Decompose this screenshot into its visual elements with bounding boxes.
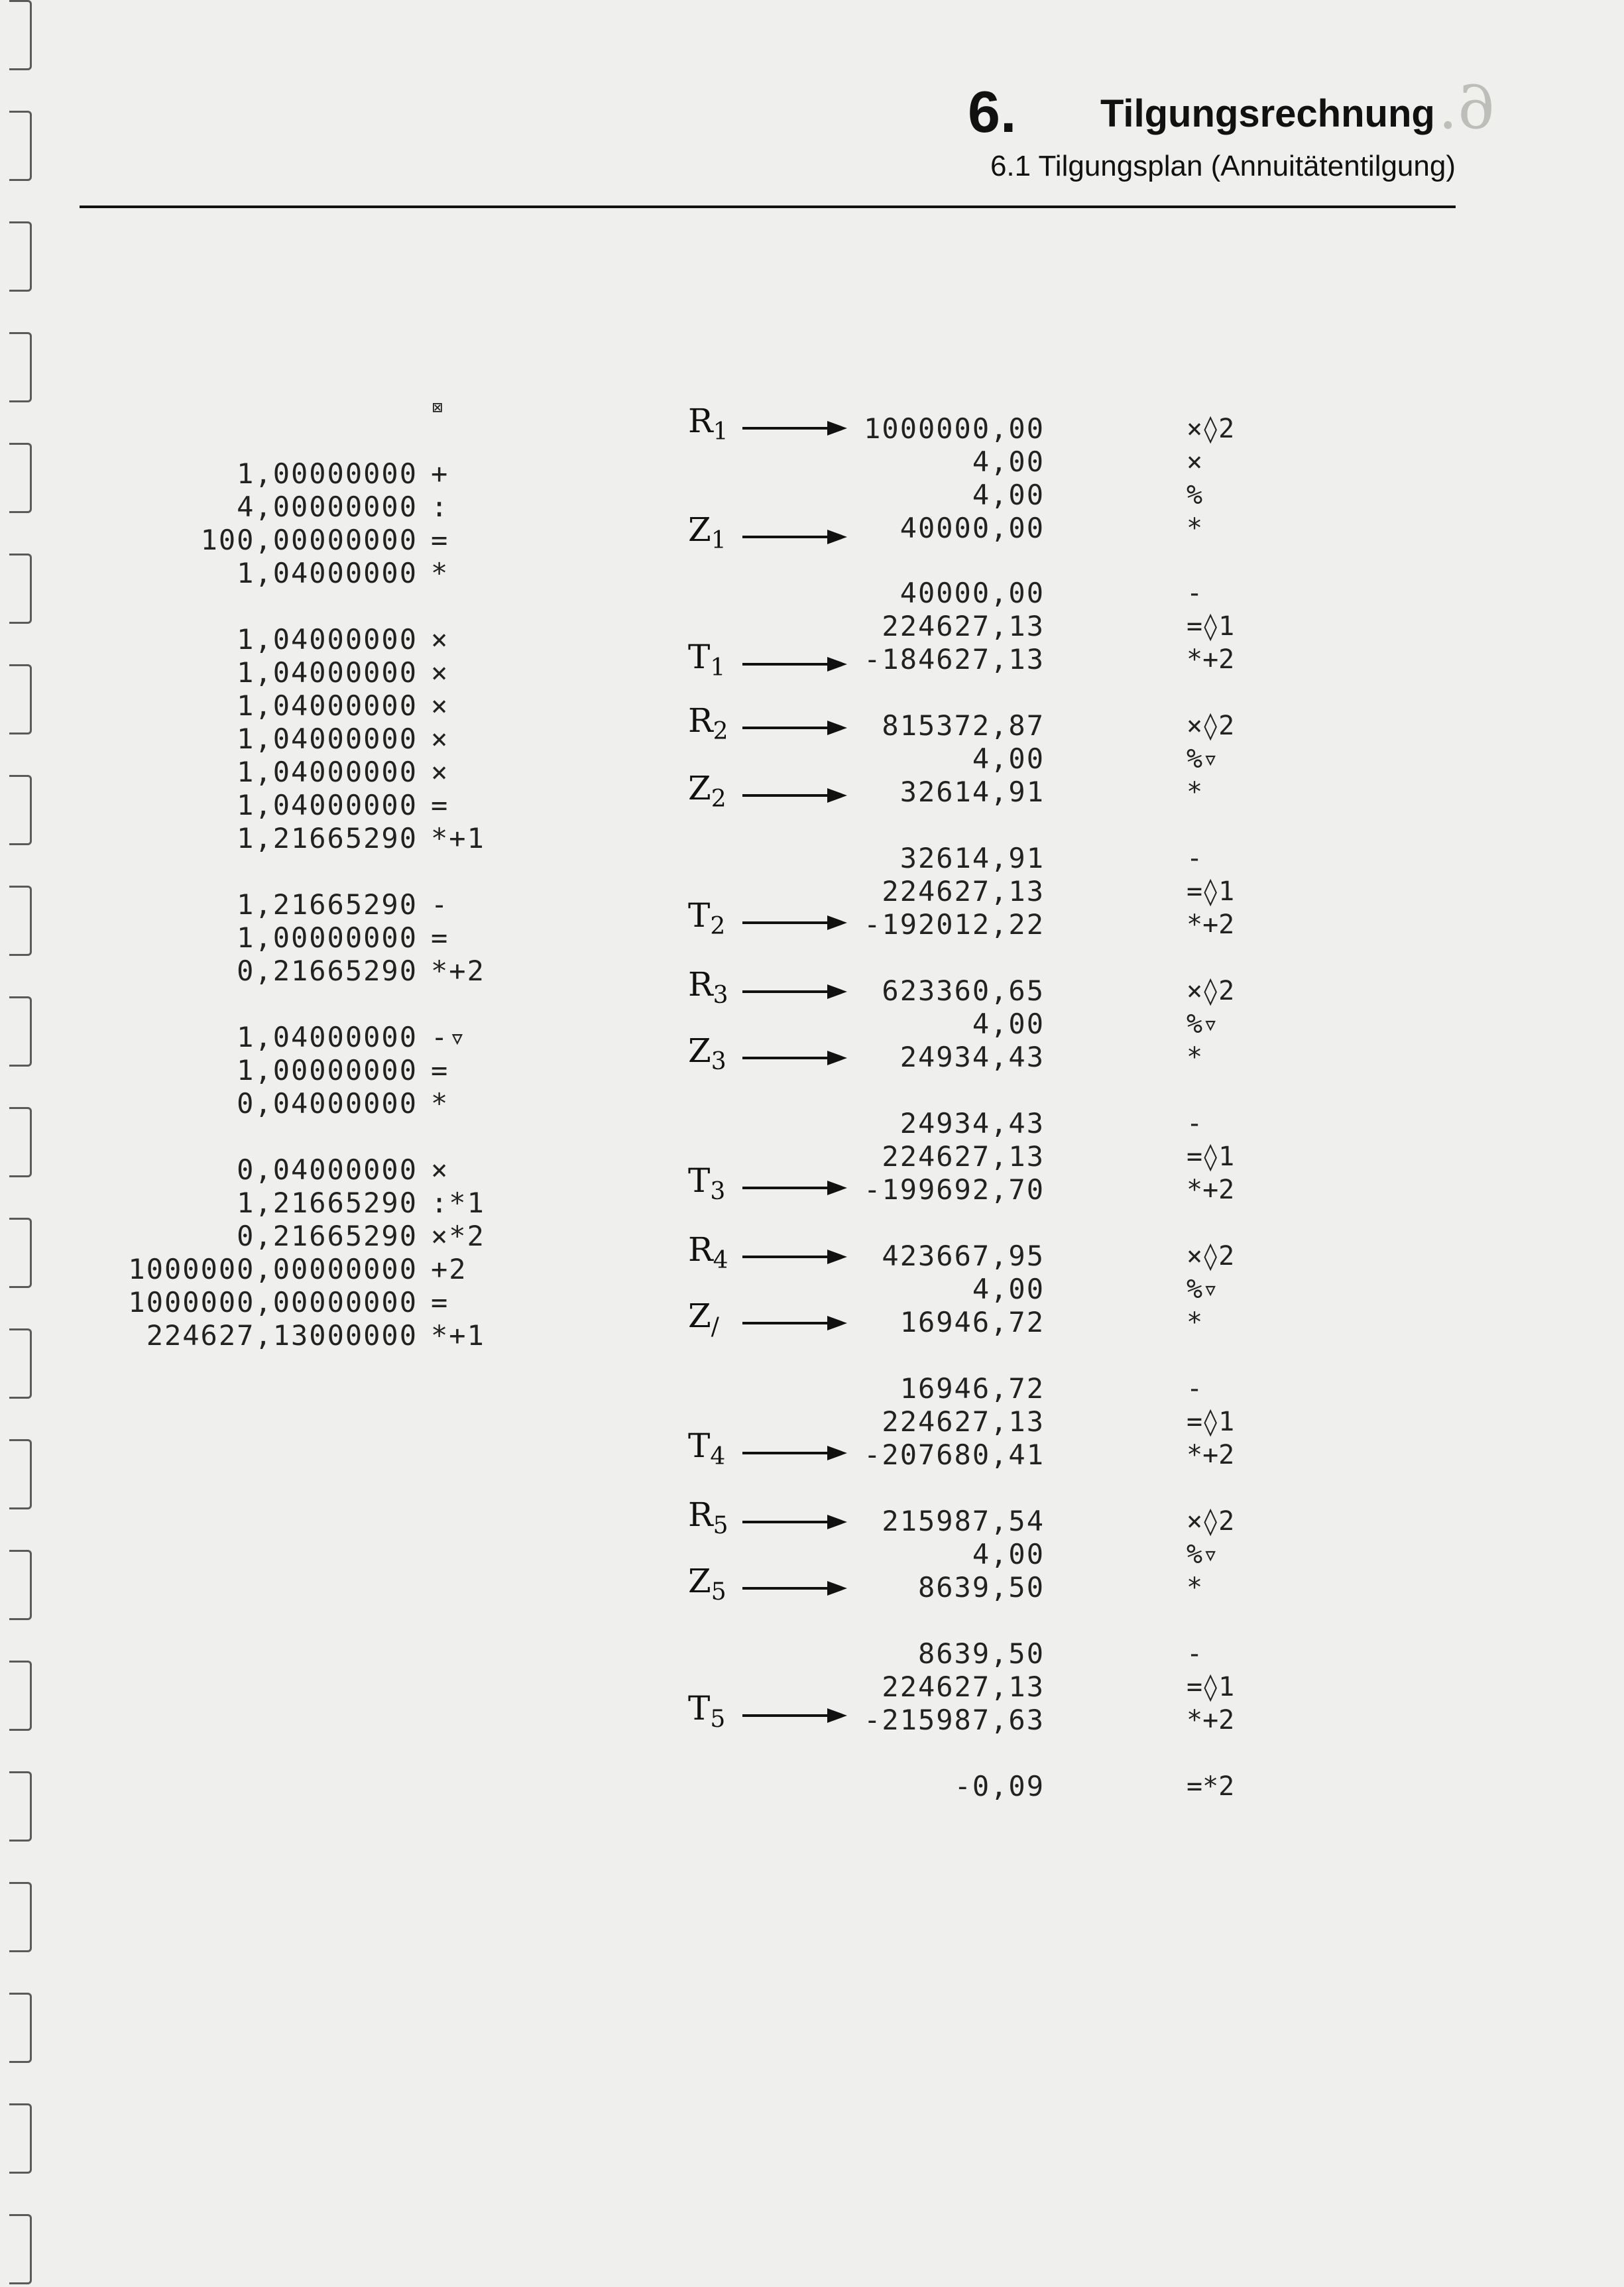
- left-calc-op: *+1: [431, 822, 485, 854]
- left-calc-row: [237, 1054, 491, 1087]
- left-calc-value: 1,00000000: [237, 457, 418, 490]
- left-calc-value: 0,04000000: [237, 1153, 418, 1186]
- right-calc-op: %▿: [1187, 1274, 1219, 1305]
- left-calc-row: [237, 491, 491, 524]
- label-subscript: 4: [713, 1247, 728, 1274]
- left-calc-value: 1,04000000: [237, 623, 418, 656]
- left-calc-row: [237, 1087, 491, 1120]
- left-calc-value: 1000000,00000000: [128, 1253, 418, 1285]
- punch-holes: [9, 0, 36, 2287]
- label-subscript: /: [711, 1313, 719, 1340]
- balance-label: [688, 1562, 726, 1606]
- label-subscript: 3: [710, 1178, 726, 1205]
- punch-hole: [9, 443, 32, 513]
- arrow-icon: [742, 1452, 843, 1454]
- left-calc-row: [237, 1187, 491, 1220]
- right-calc-op: =◊1: [1187, 1672, 1235, 1702]
- left-calc-op: =: [431, 524, 449, 556]
- right-calc-value: 815372,87: [882, 709, 1045, 742]
- punch-hole: [9, 886, 32, 956]
- arrow-icon: [742, 1057, 843, 1059]
- left-calc-value: 1,04000000: [237, 723, 418, 755]
- header-rule: [80, 205, 1456, 208]
- right-calc-op: -: [1187, 578, 1203, 609]
- right-calc-op: =◊1: [1187, 611, 1235, 642]
- right-calc-value: -192012,22: [864, 908, 1045, 941]
- balance-label: [688, 1427, 725, 1470]
- right-calc-op: *+2: [1187, 1175, 1235, 1205]
- right-calc-value: 224627,13: [882, 610, 1045, 642]
- punch-hole: [9, 221, 32, 292]
- left-calc-row: [237, 921, 491, 955]
- punch-hole: [9, 1439, 32, 1509]
- right-calc-value: 224627,13: [882, 1405, 1045, 1438]
- show-through-text: 6.: [1438, 73, 1495, 143]
- arrow-icon: [742, 1714, 843, 1717]
- punch-hole: [9, 111, 32, 181]
- punch-hole: [9, 554, 32, 624]
- left-calc-value: 1,00000000: [237, 921, 418, 954]
- right-calc-op: ×◊2: [1187, 1506, 1235, 1537]
- arrow-icon: [742, 663, 843, 666]
- left-calc-value: 1,04000000: [237, 557, 418, 589]
- right-calc-op: ×: [1187, 447, 1203, 477]
- left-calc-op: ×: [431, 656, 449, 689]
- right-calc-op: =◊1: [1187, 876, 1235, 907]
- right-calc-op: *: [1187, 1307, 1203, 1338]
- label-letter: R: [688, 1495, 713, 1534]
- balance-label: [688, 1495, 728, 1539]
- right-calc-value: -184627,13: [864, 643, 1045, 675]
- left-calc-op: =: [431, 921, 449, 954]
- right-calc-op: ×◊2: [1187, 976, 1235, 1006]
- right-calc-value: 16946,72: [899, 1372, 1045, 1405]
- right-calc-value: 8639,50: [917, 1571, 1045, 1604]
- left-calc-value: 0,04000000: [237, 1087, 418, 1120]
- label-letter: Z: [688, 1031, 711, 1070]
- punch-hole: [9, 664, 32, 734]
- balance-label: [688, 1689, 725, 1733]
- right-calc-op: -: [1187, 1639, 1203, 1669]
- right-calc-op: *+2: [1187, 1440, 1235, 1470]
- left-calc-row: [237, 656, 491, 689]
- punch-hole: [9, 1328, 32, 1399]
- label-letter: T: [688, 1689, 711, 1728]
- punch-hole: [9, 1107, 32, 1177]
- left-calc-op: ×: [431, 689, 449, 722]
- left-calc-op: ×: [431, 723, 449, 755]
- left-calc-op: *: [431, 557, 449, 589]
- left-calc-row: [237, 955, 491, 988]
- label-subscript: 5: [710, 1706, 726, 1733]
- balance-label: [688, 1297, 719, 1340]
- left-calc-op: *+2: [431, 955, 485, 987]
- section-subtitle: 6.1 Tilgungsplan (Annuitätentilgung): [990, 150, 1456, 182]
- left-calc-value: 4,00000000: [237, 491, 418, 523]
- arrow-icon: [742, 1587, 843, 1590]
- left-calc-op: ×*2: [431, 1220, 485, 1252]
- right-calc-op: *: [1187, 513, 1203, 544]
- right-calc-op: %▿: [1187, 744, 1219, 774]
- left-calc-row: [237, 756, 491, 789]
- left-calc-value: 1,04000000: [237, 789, 418, 821]
- right-calc-value: -215987,63: [864, 1704, 1045, 1736]
- punch-hole: [9, 1771, 32, 1842]
- right-calc-value: 40000,00: [899, 512, 1045, 544]
- label-subscript: 5: [713, 1512, 728, 1539]
- right-calc-value: 32614,91: [899, 842, 1045, 874]
- right-calc-op: *+2: [1187, 1705, 1235, 1735]
- balance-label: [688, 1161, 725, 1205]
- right-calc-op: =◊1: [1187, 1142, 1235, 1172]
- arrow-icon: [742, 727, 843, 729]
- label-subscript: 4: [710, 1443, 726, 1470]
- right-calc-value: 16946,72: [899, 1306, 1045, 1338]
- left-calc-op: ×: [431, 756, 449, 788]
- right-calc-op: *: [1187, 1572, 1203, 1603]
- left-calc-op: *+1: [431, 1319, 485, 1352]
- label-letter: Z: [688, 1297, 711, 1335]
- clear-marker: ⊠: [432, 398, 443, 418]
- right-calc-op: -: [1187, 843, 1203, 874]
- arrow-icon: [742, 1187, 843, 1189]
- label-subscript: 2: [711, 786, 726, 813]
- label-subscript: 5: [711, 1578, 726, 1606]
- label-subscript: 1: [711, 527, 726, 554]
- label-letter: T: [688, 638, 711, 676]
- right-calc-op: =*2: [1187, 1771, 1235, 1802]
- balance-label: [688, 1031, 726, 1075]
- right-calc-op: -: [1187, 1108, 1203, 1139]
- punch-hole: [9, 1550, 32, 1620]
- right-calc-op: %▿: [1187, 1539, 1219, 1570]
- left-calc-value: 1000000,00000000: [128, 1286, 418, 1319]
- right-calc-op: %▿: [1187, 1009, 1219, 1039]
- chapter-title: Tilgungsrechnung: [1100, 92, 1435, 135]
- left-calc-value: 1,21665290: [237, 1187, 418, 1219]
- punch-hole: [9, 1661, 32, 1731]
- left-calc-row: [146, 1319, 491, 1352]
- balance-label: [688, 896, 725, 940]
- label-letter: R: [688, 1230, 713, 1269]
- label-letter: Z: [688, 769, 711, 807]
- punch-hole: [9, 1218, 32, 1288]
- left-calc-value: 1,04000000: [237, 756, 418, 788]
- left-calc-value: 1,04000000: [237, 689, 418, 722]
- punch-hole: [9, 1882, 32, 1952]
- right-calc-value: 623360,65: [882, 974, 1045, 1007]
- right-calc-op: %: [1187, 480, 1203, 510]
- arrow-icon: [742, 1322, 843, 1324]
- right-calc-value: 423667,95: [882, 1240, 1045, 1272]
- left-calc-row: [237, 457, 491, 491]
- arrow-icon: [742, 1521, 843, 1523]
- label-letter: Z: [688, 1562, 711, 1600]
- punch-hole: [9, 1993, 32, 2063]
- right-calc-value: 4,00: [972, 742, 1045, 775]
- left-calc-op: :*1: [431, 1187, 485, 1219]
- punch-hole: [9, 2103, 32, 2174]
- left-calc-value: 1,04000000: [237, 1021, 418, 1053]
- left-calc-row: [237, 723, 491, 756]
- left-calc-op: +2: [431, 1253, 467, 1285]
- left-calc-op: *: [431, 1087, 449, 1120]
- balance-label: [688, 965, 728, 1009]
- label-subscript: 3: [711, 1048, 726, 1075]
- right-calc-value: 40000,00: [899, 577, 1045, 609]
- label-subscript: 1: [713, 418, 728, 445]
- right-calc-value: 24934,43: [899, 1041, 1045, 1073]
- right-calc-value: 224627,13: [882, 875, 1045, 908]
- left-calc-row: [237, 1021, 491, 1054]
- left-calc-value: 1,04000000: [237, 656, 418, 689]
- left-calc-op: -: [431, 888, 449, 921]
- left-calc-op: =: [431, 1054, 449, 1086]
- label-subscript: 1: [710, 654, 726, 681]
- left-calc-row: [237, 1220, 491, 1253]
- right-calc-value: 224627,13: [882, 1140, 1045, 1173]
- right-calc-op: ×◊2: [1187, 414, 1235, 444]
- punch-hole: [9, 332, 32, 402]
- right-calc-value: 32614,91: [899, 776, 1045, 808]
- left-calc-op: ×: [431, 623, 449, 656]
- label-letter: Z: [688, 510, 711, 549]
- left-calc-op: :: [431, 491, 449, 523]
- arrow-icon: [742, 536, 843, 538]
- punch-hole: [9, 2214, 32, 2284]
- left-calc-row: [128, 1253, 491, 1286]
- label-letter: T: [688, 1427, 711, 1465]
- left-calc-op: =: [431, 1286, 449, 1319]
- punch-hole: [9, 0, 32, 70]
- left-calc-value: 1,21665290: [237, 888, 418, 921]
- left-calc-row: [237, 888, 491, 921]
- left-calc-row: [237, 557, 491, 590]
- arrow-icon: [742, 990, 843, 993]
- left-calc-value: 1,00000000: [237, 1054, 418, 1086]
- left-calc-op: =: [431, 789, 449, 821]
- left-calc-row: [128, 1286, 491, 1319]
- left-calc-op: +: [431, 457, 449, 490]
- label-subscript: 2: [713, 718, 728, 745]
- label-subscript: 3: [713, 982, 728, 1009]
- arrow-icon: [742, 427, 843, 430]
- balance-label: [688, 1230, 728, 1274]
- left-calc-value: 1,21665290: [237, 822, 418, 854]
- left-calc-op: ×: [431, 1153, 449, 1186]
- right-calc-value: -207680,41: [864, 1438, 1045, 1471]
- right-calc-value: 8639,50: [917, 1637, 1045, 1670]
- label-letter: R: [688, 701, 713, 740]
- right-calc-op: *+2: [1187, 644, 1235, 675]
- right-calc-op: ×◊2: [1187, 1241, 1235, 1271]
- left-calc-row: [201, 524, 491, 557]
- label-subscript: 2: [710, 913, 726, 940]
- right-calc-op: *: [1187, 1042, 1203, 1073]
- label-letter: R: [688, 402, 713, 440]
- right-calc-value: 215987,54: [882, 1505, 1045, 1537]
- left-calc-row: [237, 822, 491, 855]
- right-calc-op: =◊1: [1187, 1407, 1235, 1437]
- left-calc-row: [237, 789, 491, 822]
- left-calc-row: [237, 689, 491, 723]
- label-letter: T: [688, 1161, 711, 1200]
- right-calc-op: ×◊2: [1187, 711, 1235, 741]
- left-calc-value: 100,00000000: [200, 524, 418, 556]
- chapter-number: 6.: [968, 79, 1017, 145]
- balance-label: [688, 769, 726, 813]
- balance-label: [688, 402, 728, 445]
- left-calc-op: -▿: [431, 1021, 467, 1053]
- right-calc-value: 224627,13: [882, 1671, 1045, 1703]
- balance-label: [688, 638, 725, 681]
- arrow-icon: [742, 921, 843, 924]
- right-calc-op: -: [1187, 1374, 1203, 1404]
- right-calc-op: *+2: [1187, 909, 1235, 940]
- left-calc-row: [237, 1153, 491, 1187]
- label-letter: T: [688, 896, 711, 935]
- right-calc-value: -199692,70: [864, 1173, 1045, 1206]
- right-calc-value: 4,00: [972, 445, 1045, 478]
- arrow-icon: [742, 794, 843, 797]
- balance-label: [688, 701, 728, 745]
- balance-label: [688, 510, 726, 554]
- right-calc-value: 24934,43: [899, 1107, 1045, 1140]
- right-calc-op: *: [1187, 777, 1203, 807]
- left-calc-value: 224627,13000000: [146, 1319, 418, 1352]
- right-calc-value: 4,00: [972, 1273, 1045, 1305]
- arrow-icon: [742, 1256, 843, 1258]
- right-calc-value: 1000000,00: [864, 412, 1045, 445]
- left-calc-value: 0,21665290: [237, 955, 418, 987]
- right-calc-value: 4,00: [972, 479, 1045, 511]
- right-calc-value: -0,09: [954, 1770, 1045, 1802]
- left-calc-value: 0,21665290: [237, 1220, 418, 1252]
- punch-hole: [9, 996, 32, 1067]
- right-calc-value: 4,00: [972, 1008, 1045, 1040]
- label-letter: R: [688, 965, 713, 1004]
- punch-hole: [9, 775, 32, 845]
- left-calc-row: [237, 623, 491, 656]
- right-calc-value: 4,00: [972, 1538, 1045, 1570]
